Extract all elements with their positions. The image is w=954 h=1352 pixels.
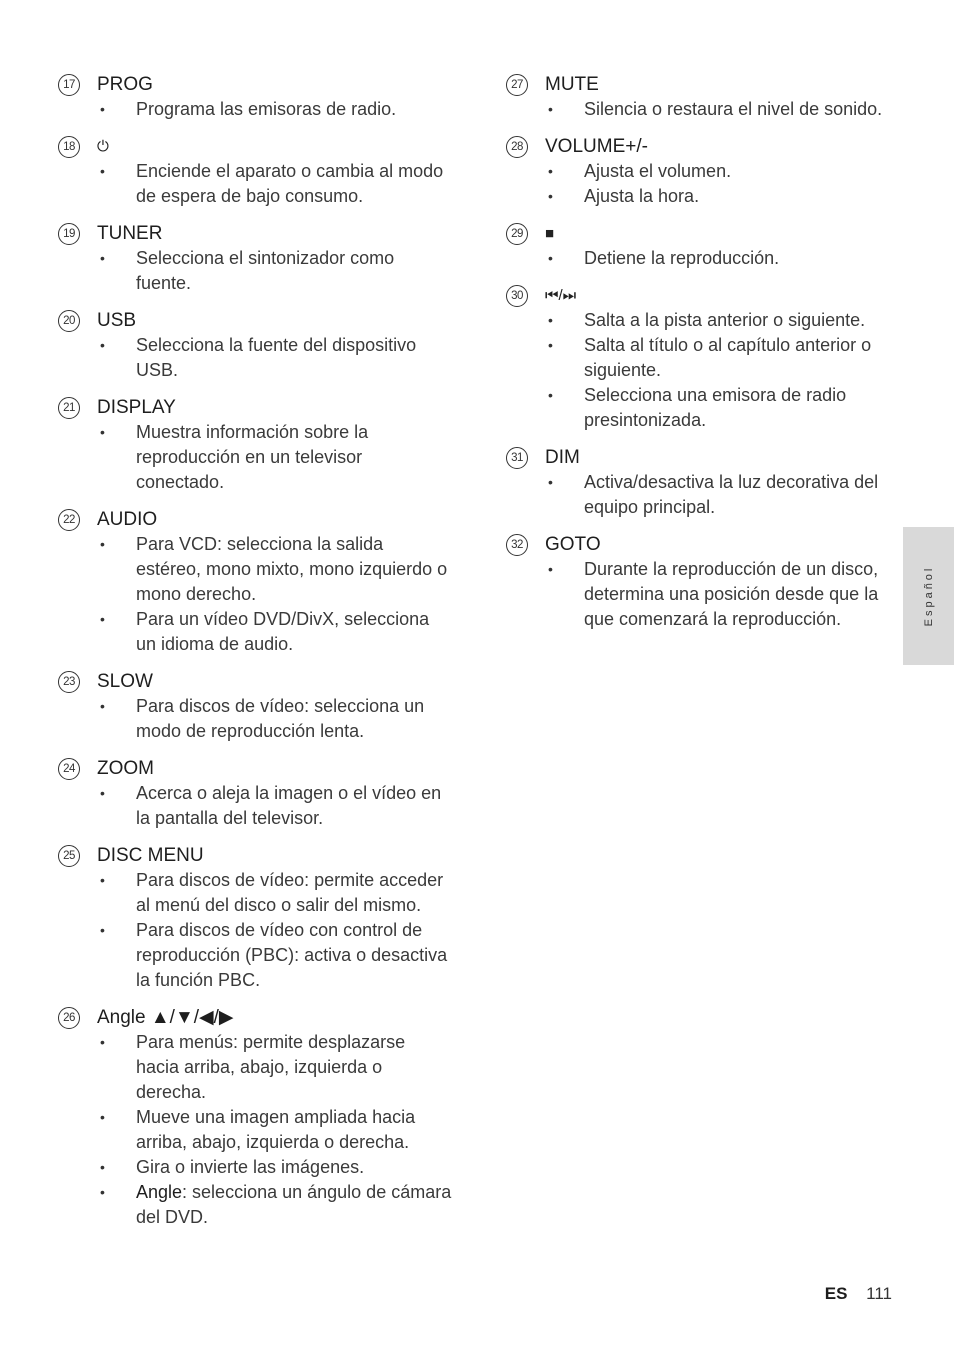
page-number: 111 bbox=[866, 1284, 892, 1303]
bullet-list bbox=[58, 868, 453, 993]
item-29 bbox=[506, 221, 898, 271]
bullet-list bbox=[58, 532, 453, 657]
item-number-badge: 17 bbox=[58, 74, 80, 96]
bullet-item: • Salta a la pista anterior o siguiente. bbox=[506, 308, 898, 333]
bullet-item: • Selecciona una emisora de radio presintonizada. bbox=[506, 383, 898, 433]
item-27 bbox=[506, 72, 898, 122]
item-heading bbox=[58, 756, 453, 781]
item-heading bbox=[506, 72, 898, 97]
item-number-badge: 21 bbox=[58, 397, 80, 419]
item-25 bbox=[58, 843, 453, 993]
item-26 bbox=[58, 1005, 453, 1230]
bullet-item: • Para VCD: selecciona la salida estéreo, mono mixto, mono izquierdo o mono derecho. bbox=[58, 532, 453, 607]
item-24 bbox=[58, 756, 453, 831]
item-heading bbox=[58, 395, 453, 420]
item-number-badge: 22 bbox=[58, 509, 80, 531]
bullet-item: • Programa las emisoras de radio. bbox=[58, 97, 453, 122]
bullet-item-angle bbox=[58, 1180, 453, 1230]
bullet-list bbox=[506, 159, 898, 209]
bullet-list bbox=[58, 246, 453, 296]
item-heading bbox=[58, 134, 453, 159]
item-number-badge: 26 bbox=[58, 1007, 80, 1029]
item-title: DIM bbox=[545, 447, 580, 468]
item-number-badge: 31 bbox=[506, 447, 528, 469]
bullet-list bbox=[506, 97, 898, 122]
bullet-list bbox=[506, 470, 898, 520]
item-number-badge: 27 bbox=[506, 74, 528, 96]
bullet-list bbox=[58, 159, 453, 209]
language-tab-label: Español bbox=[922, 565, 935, 627]
bullet-list bbox=[58, 97, 453, 122]
item-20 bbox=[58, 308, 453, 383]
item-title: PROG bbox=[97, 74, 153, 95]
bullet-item: • Para un vídeo DVD/DivX, selecciona un idioma de audio. bbox=[58, 607, 453, 657]
button-symbol-icon: ⏻ bbox=[97, 138, 109, 155]
item-title: GOTO bbox=[545, 534, 601, 555]
item-number-badge: 29 bbox=[506, 223, 528, 245]
item-number-badge: 30 bbox=[506, 285, 528, 307]
item-heading bbox=[58, 843, 453, 868]
bullet-item: • Mueve una imagen ampliada hacia arriba, abajo, izquierda o derecha. bbox=[58, 1105, 453, 1155]
item-number-badge: 18 bbox=[58, 136, 80, 158]
bullet-item: • Selecciona la fuente del dispositivo USB. bbox=[58, 333, 453, 383]
item-heading bbox=[506, 532, 898, 557]
bullet-list bbox=[58, 420, 453, 495]
bullet-list bbox=[58, 781, 453, 831]
item-title: VOLUME+/- bbox=[545, 136, 648, 157]
item-title: MUTE bbox=[545, 74, 599, 95]
bullet-list bbox=[58, 694, 453, 744]
item-number-badge: 28 bbox=[506, 136, 528, 158]
bullet-rest-text: : selecciona un ángulo de cámara del DVD. bbox=[136, 1182, 452, 1227]
bullet-item: • Para discos de vídeo con control de reproducción (PBC): activa o desactiva la función PBC. bbox=[58, 918, 453, 993]
item-heading bbox=[506, 445, 898, 470]
item-number-badge: 24 bbox=[58, 758, 80, 780]
bullet-item: • Ajusta la hora. bbox=[506, 184, 898, 209]
bullet-list bbox=[506, 308, 898, 433]
bullet-item: • Ajusta el volumen. bbox=[506, 159, 898, 184]
bullet-item: • Durante la reproducción de un disco, determina una posición desde que la que comenzará la reproducción. bbox=[506, 557, 898, 632]
item-title: USB bbox=[97, 310, 137, 331]
left-column bbox=[58, 72, 453, 1242]
footer-language: ES bbox=[824, 1284, 848, 1303]
bullet-bold-term: Angle bbox=[136, 1182, 183, 1202]
bullet-item: • Para menús: permite desplazarse hacia arriba, abajo, izquierda o derecha. bbox=[58, 1030, 453, 1105]
bullet-item: • Enciende el aparato o cambia al modo de espera de bajo consumo. bbox=[58, 159, 453, 209]
bullet-item: • Para discos de vídeo: permite acceder al menú del disco o salir del mismo. bbox=[58, 868, 453, 918]
item-number-badge: 32 bbox=[506, 534, 528, 556]
bullet-item: • Silencia o restaura el nivel de sonido. bbox=[506, 97, 898, 122]
item-heading bbox=[58, 72, 453, 97]
button-symbol-icon: ■ bbox=[545, 225, 555, 242]
item-title: AUDIO bbox=[97, 509, 158, 530]
bullet-item: • Activa/desactiva la luz decorativa del equipo principal. bbox=[506, 470, 898, 520]
item-heading bbox=[58, 221, 453, 246]
button-symbol-icon: ⏮/⏭ bbox=[545, 287, 577, 304]
item-18 bbox=[58, 134, 453, 209]
item-number-badge: 25 bbox=[58, 845, 80, 867]
bullet-item: • Selecciona el sintonizador como fuente. bbox=[58, 246, 453, 296]
bullet-item: • Detiene la reproducción. bbox=[506, 246, 898, 271]
item-title: Angle ▲/▼/◀/▶ bbox=[97, 1007, 234, 1028]
item-heading bbox=[506, 134, 898, 159]
item-28 bbox=[506, 134, 898, 209]
bullet-item: • Gira o invierte las imágenes. bbox=[58, 1155, 453, 1180]
language-tab bbox=[903, 527, 954, 665]
item-heading bbox=[58, 507, 453, 532]
item-title: ZOOM bbox=[97, 758, 154, 779]
item-31 bbox=[506, 445, 898, 520]
item-21 bbox=[58, 395, 453, 495]
item-heading bbox=[506, 283, 898, 308]
item-number-badge: 19 bbox=[58, 223, 80, 245]
right-column bbox=[506, 72, 898, 644]
bullet-list bbox=[58, 333, 453, 383]
page-footer bbox=[825, 1282, 892, 1306]
item-19 bbox=[58, 221, 453, 296]
item-32 bbox=[506, 532, 898, 632]
item-number-badge: 23 bbox=[58, 671, 80, 693]
item-23 bbox=[58, 669, 453, 744]
bullet-item: • Salta al título o al capítulo anterior o siguiente. bbox=[506, 333, 898, 383]
bullet-list bbox=[506, 246, 898, 271]
item-22 bbox=[58, 507, 453, 657]
item-30 bbox=[506, 283, 898, 433]
bullet-item: • Muestra información sobre la reproducción en un televisor conectado. bbox=[58, 420, 453, 495]
item-number-badge: 20 bbox=[58, 310, 80, 332]
item-17 bbox=[58, 72, 453, 122]
item-heading bbox=[58, 1005, 453, 1030]
item-title: TUNER bbox=[97, 223, 163, 244]
item-heading bbox=[506, 221, 898, 246]
item-heading bbox=[58, 308, 453, 333]
item-title: DISC MENU bbox=[97, 845, 204, 866]
bullet-item: • Acerca o aleja la imagen o el vídeo en la pantalla del televisor. bbox=[58, 781, 453, 831]
bullet-list bbox=[58, 1030, 453, 1230]
bullet-list bbox=[506, 557, 898, 632]
item-title: SLOW bbox=[97, 671, 153, 692]
bullet-item: • Para discos de vídeo: selecciona un modo de reproducción lenta. bbox=[58, 694, 453, 744]
item-heading bbox=[58, 669, 453, 694]
item-title: DISPLAY bbox=[97, 397, 176, 418]
